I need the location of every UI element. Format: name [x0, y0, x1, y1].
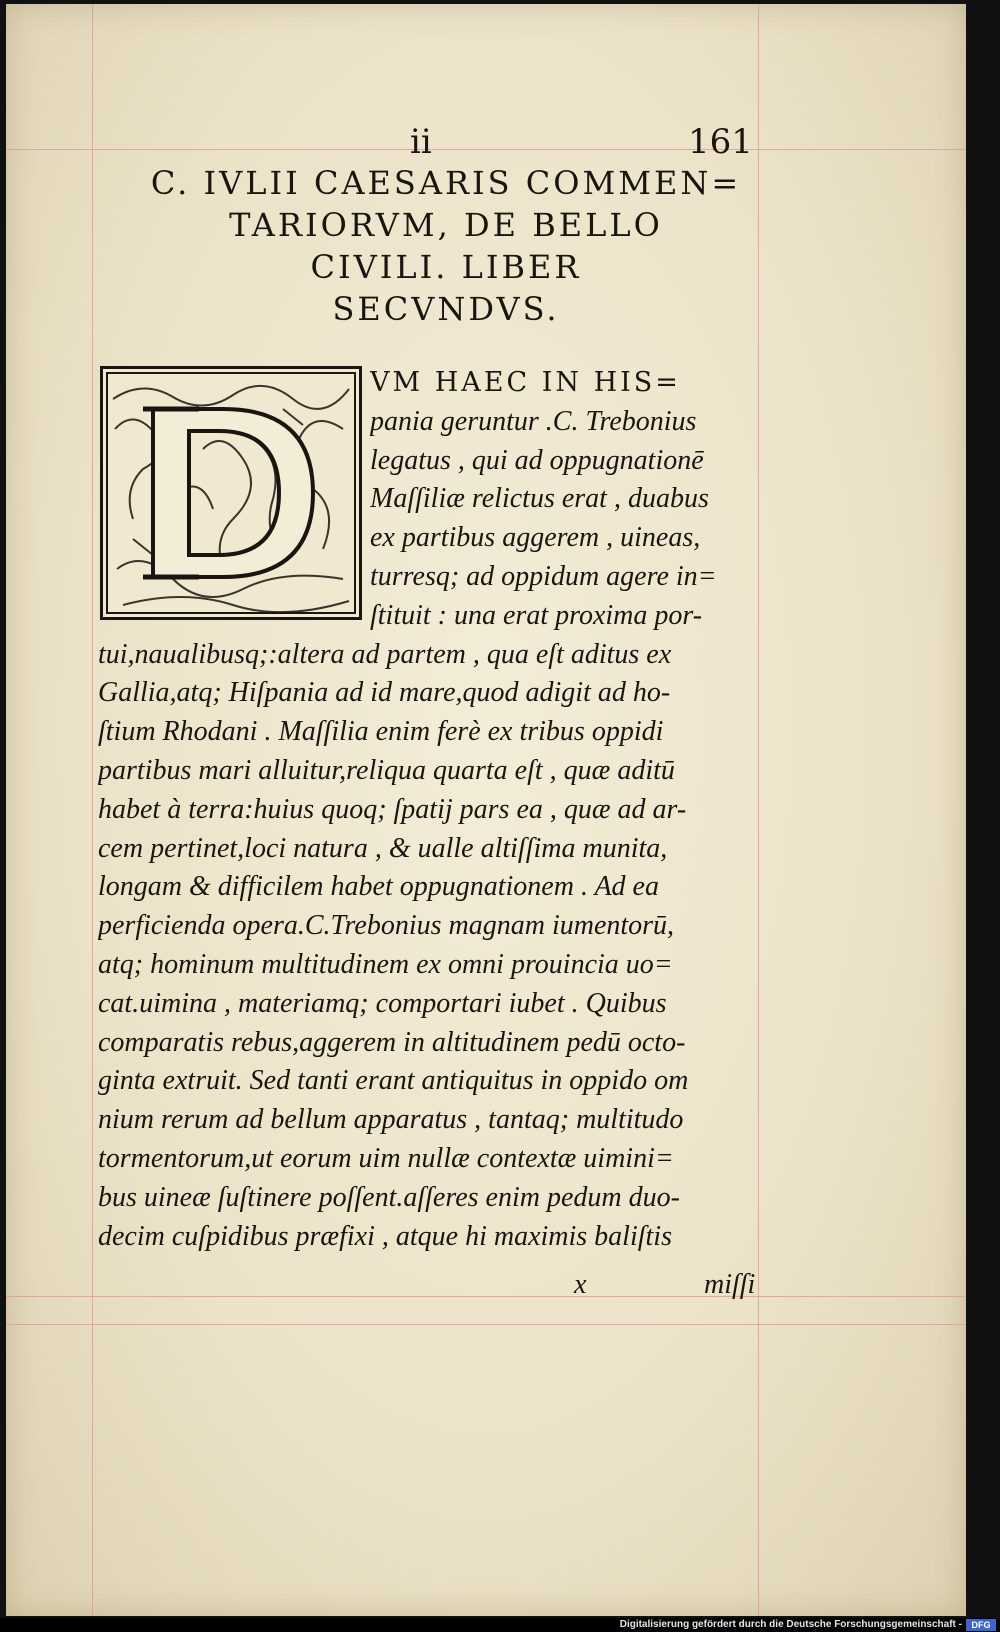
text-line: atq; hominum multitudinem ex omni prouincia uo=: [98, 948, 673, 980]
signature-mark: ii: [410, 122, 432, 162]
text-line: longam & difficilem habet oppugnationem . Ad ea: [98, 871, 659, 903]
text-line: VM HAEC IN HIS=: [370, 367, 681, 398]
catchword: miſſi: [704, 1269, 756, 1300]
page-number: 161: [688, 122, 753, 162]
text-line: tormentorum,ut eorum uim nullæ contextæ uimini=: [98, 1142, 674, 1174]
title-line: CIVILI. LIBER: [310, 248, 582, 286]
title-line: SECVNDVS.: [332, 290, 560, 328]
ruling-line-top: [6, 149, 966, 150]
dfg-logo: DFG: [966, 1619, 996, 1631]
book-page: [6, 4, 966, 1616]
text-line: habet à terra:huius quoq; ſpatij pars ea , quæ ad ar-: [98, 793, 687, 825]
text-line: ex partibus aggerem , uineas,: [370, 522, 701, 554]
text-line: bus uineæ ſuſtinere poſſent.aſſeres enim pedum duo-: [98, 1181, 680, 1213]
title-line: C. IVLII CAESARIS COMMEN=: [150, 164, 742, 202]
title-line: TARIORVM, DE BELLO: [229, 206, 663, 244]
text-line: cat.uimina , materiamq; comportari iubet . Quibus: [98, 987, 667, 1019]
text-line: ginta extruit. Sed tanti erant antiquitus in oppido om: [98, 1065, 689, 1097]
text-line: decim cuſpidibus præfixi , atque hi maximis baliſtis: [98, 1220, 672, 1252]
text-line: partibus mari alluitur,reliqua quarta eſt , quæ aditū: [98, 754, 675, 786]
text-line: legatus , qui ad oppugnationē: [370, 444, 704, 476]
signature-catch: x: [574, 1269, 587, 1300]
text-line: nium rerum ad bellum apparatus , tantaq; multitudo: [98, 1104, 684, 1136]
text-line: turresq; ad oppidum agere in=: [370, 560, 717, 592]
text-line: comparatis rebus,aggerem in altitudinem pedū octo-: [98, 1026, 686, 1058]
book-title: [106, 162, 786, 330]
text-line: tui,naualibusq;:altera ad partem , qua eſt aditus ex: [98, 638, 672, 670]
text-line: Gallia,atq; Hiſpania ad id mare,quod adigit ad ho-: [98, 677, 671, 709]
text-line: ſtium Rhodani . Maſſilia enim ferè ex tribus oppidi: [98, 716, 664, 748]
text-line: perficienda opera.C.Trebonius magnam iumentorū,: [98, 910, 675, 942]
ruling-line-bottom: [6, 1296, 966, 1297]
text-line: cem pertinet,loci natura , & ualle altiſſima munita,: [98, 832, 668, 864]
text-line: pania geruntur .C. Trebonius: [370, 405, 697, 437]
ruling-line-lower: [6, 1324, 966, 1325]
text-line: ſtituit : una erat proxima por-: [370, 599, 703, 631]
text-line: Maſſiliæ relictus erat , duabus: [370, 483, 709, 515]
ruling-line-left: [92, 4, 93, 1616]
body-text: [98, 364, 758, 1256]
footer-credit: Digitalisierung gefördert durch die Deutsche Forschungsgemeinschaft -: [619, 1619, 962, 1630]
